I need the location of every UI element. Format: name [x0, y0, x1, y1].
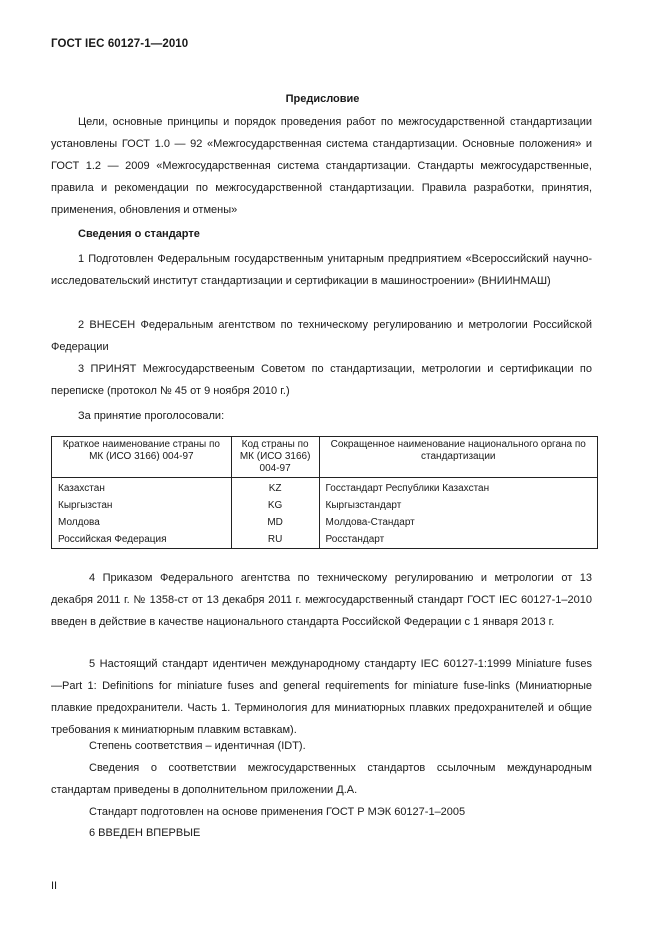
item-6-introduced: 6 ВВЕДЕН ВПЕРВЫЕ [89, 827, 201, 839]
conformity-degree: Степень соответствия – идентичная (IDT). [89, 740, 306, 752]
table-row [52, 497, 598, 514]
header-country-name: Краткое наименование страны по МК (ИСО 3166) 004-97 [52, 437, 232, 478]
foreword-title [0, 93, 661, 105]
country-code-cell: KZ [231, 478, 319, 498]
standard-info-heading: Сведения о стандарте [78, 228, 200, 240]
header-country-code: Код страны по МК (ИСО 3166) 004-97 [231, 437, 319, 478]
references-note: Сведения о соответствии межгосударственных стандартов ссылочным международным стандартам приведены в дополнительном приложении Д.А. [51, 762, 592, 796]
voting-countries-table [51, 436, 598, 549]
country-name-cell: Молдова [52, 514, 232, 531]
national-body-cell: Кыргызстандарт [319, 497, 597, 514]
national-body-cell: Молдова-Стандарт [319, 514, 597, 531]
national-body-cell: Росстандарт [319, 531, 597, 549]
country-name-cell: Российская Федерация [52, 531, 232, 549]
foreword-title-text: Предисловие [285, 93, 360, 105]
country-code-cell: KG [231, 497, 319, 514]
header-national-body: Сокращенное наименование национального органа по стандартизации [319, 437, 597, 478]
item-5-paragraph: 5 Настоящий стандарт идентичен международному стандарту IEC 60127-1:1999 Miniature fuses —Part 1: Definitions for miniature fuses and general requirements for miniature fuse-links (Миниатюрные плавкие предохранители. Часть 1. Терминология для миниатюрных плавких предохранителей и общие требования к миниатюрным плавким вставкам). [51, 658, 592, 736]
country-code-cell: RU [231, 531, 319, 549]
info-item-3: 3 ПРИНЯТ Межгосударствееным Советом по стандартизации, метрологии и сертификации по переписке (протокол № 45 от 9 ноября 2010 г.) [51, 363, 592, 397]
info-item-1: 1 Подготовлен Федеральным государственным унитарным предприятием «Всероссийский научно-исследовательский институт стандартизации и сертификации в машиностроении» (ВНИИНМАШ) [51, 253, 592, 287]
national-body-cell: Госстандарт Республики Казахстан [319, 478, 597, 498]
table-header-row [52, 437, 598, 478]
table-row [52, 478, 598, 498]
item-4-paragraph: 4 Приказом Федерального агентства по техническому регулированию и метрологии от 13 декабря 2011 г. № 1358-ст от 13 декабря 2011 г. межгосударственный стандарт ГОСТ IEC 60127-1–2010 введен в действие в качестве национального стандарта Российской Федерации с 1 января 2013 г. [51, 572, 592, 628]
country-code-cell: MD [231, 514, 319, 531]
table-row [52, 531, 598, 549]
country-name-cell: Кыргызстан [52, 497, 232, 514]
table-row [52, 514, 598, 531]
document-code-header: ГОСТ IEC 60127-1—2010 [51, 38, 189, 50]
prepared-note: Стандарт подготовлен на основе применения ГОСТ Р МЭК 60127-1–2005 [89, 806, 466, 818]
voted-label: За принятие проголосовали: [78, 410, 225, 422]
info-item-2: 2 ВНЕСЕН Федеральным агентством по техническому регулированию и метрологии Российской Федерации [51, 319, 592, 353]
foreword-intro-paragraph: Цели, основные принципы и порядок проведения работ по межгосударственной стандартизации установлены ГОСТ 1.0 — 92 «Межгосударственная система стандартизации. Основные положения» и ГОСТ 1.2 — 2009 «Межгосударственная система стандартизации. Стандарты межгосударственные, правила и рекомендации по межгосударственной стандартизации. Правила разработки, принятия, применения, обновления и отмены» [51, 116, 592, 216]
country-name-cell: Казахстан [52, 478, 232, 498]
page-number: II [51, 880, 58, 892]
